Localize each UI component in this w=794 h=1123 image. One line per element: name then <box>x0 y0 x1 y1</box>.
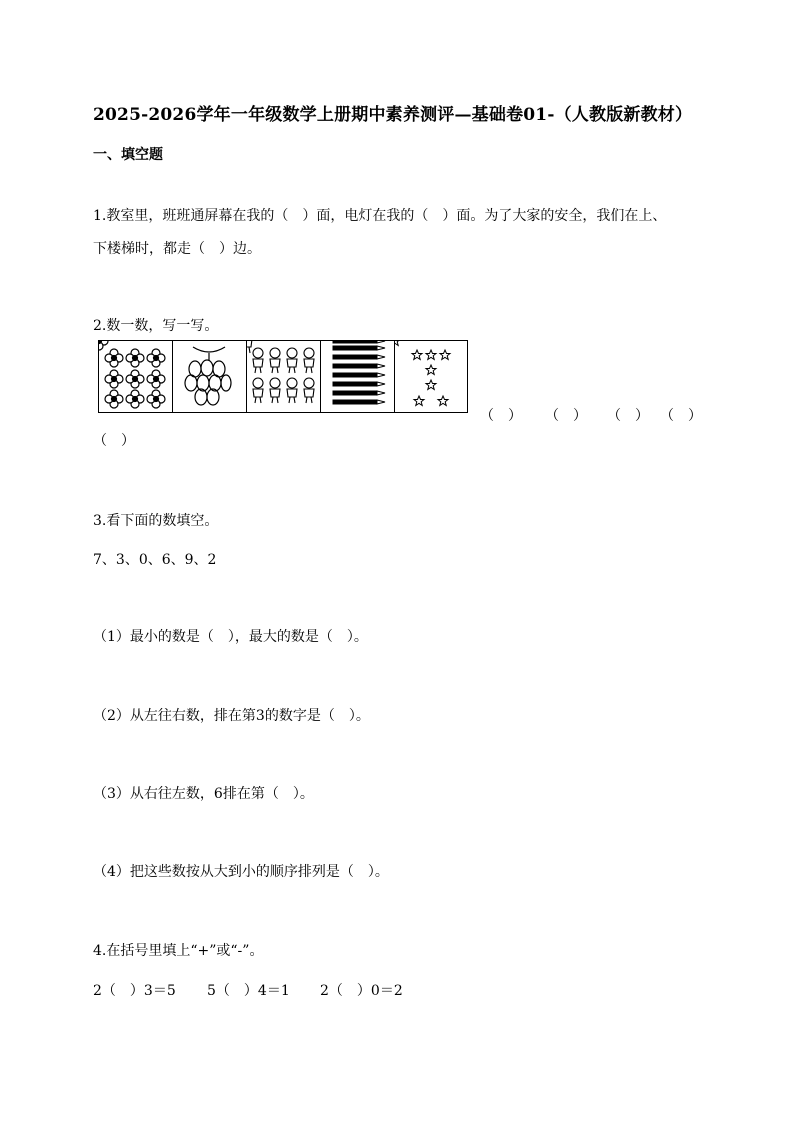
q3-prompt: 3.看下面的数填空。 <box>93 513 219 529</box>
q1-line2: 下楼梯时，都走（ ）边。 <box>93 241 261 257</box>
q2-blank-2[interactable]: （ ） <box>545 408 587 424</box>
star-icon <box>395 341 468 412</box>
pencil-icon <box>321 341 394 412</box>
pencils-cell <box>321 341 395 412</box>
q2-picture-strip <box>98 340 468 413</box>
q4-equation-1: 2（ ）3＝5 <box>93 983 176 999</box>
q4-prompt: 4.在括号里填上“+”或“-”。 <box>93 943 264 959</box>
q3-sub4: （4）把这些数按从大到小的顺序排列是（ ）。 <box>93 864 389 880</box>
section-heading: 一、填空题 <box>93 147 163 163</box>
grapes-cell <box>173 341 247 412</box>
flowers-cell <box>99 341 173 412</box>
q3-numbers: 7、3、0、6、9、2 <box>93 552 217 568</box>
child-icon <box>247 341 320 412</box>
stars-cell <box>395 341 468 412</box>
flower-icon <box>99 341 172 412</box>
children-cell <box>247 341 321 412</box>
q2-blank-4[interactable]: （ ） <box>660 408 702 424</box>
q2-blank-1[interactable]: （ ） <box>480 408 522 424</box>
grapes-icon <box>173 341 246 412</box>
q2-prompt: 2.数一数，写一写。 <box>93 318 219 334</box>
q3-sub1: （1）最小的数是（ ），最大的数是（ ）。 <box>93 629 368 645</box>
q2-blank-5[interactable]: （ ） <box>93 433 135 449</box>
q3-sub2: （2）从左往右数，排在第3的数字是（ ）。 <box>93 708 370 724</box>
q4-equation-2: 5（ ）4＝1 <box>207 983 290 999</box>
q2-blank-3[interactable]: （ ） <box>607 408 649 424</box>
q3-sub3: （3）从右往左数，6排在第（ ）。 <box>93 786 314 802</box>
page-title: 2025-2026学年一年级数学上册期中素养测评—基础卷01-（人教版新教材） <box>93 105 693 125</box>
q4-equation-3: 2（ ）0＝2 <box>320 983 403 999</box>
q1-line1: 1.教室里，班班通屏幕在我的（ ）面，电灯在我的（ ）面。为了大家的安全，我们在上、 <box>93 208 667 224</box>
